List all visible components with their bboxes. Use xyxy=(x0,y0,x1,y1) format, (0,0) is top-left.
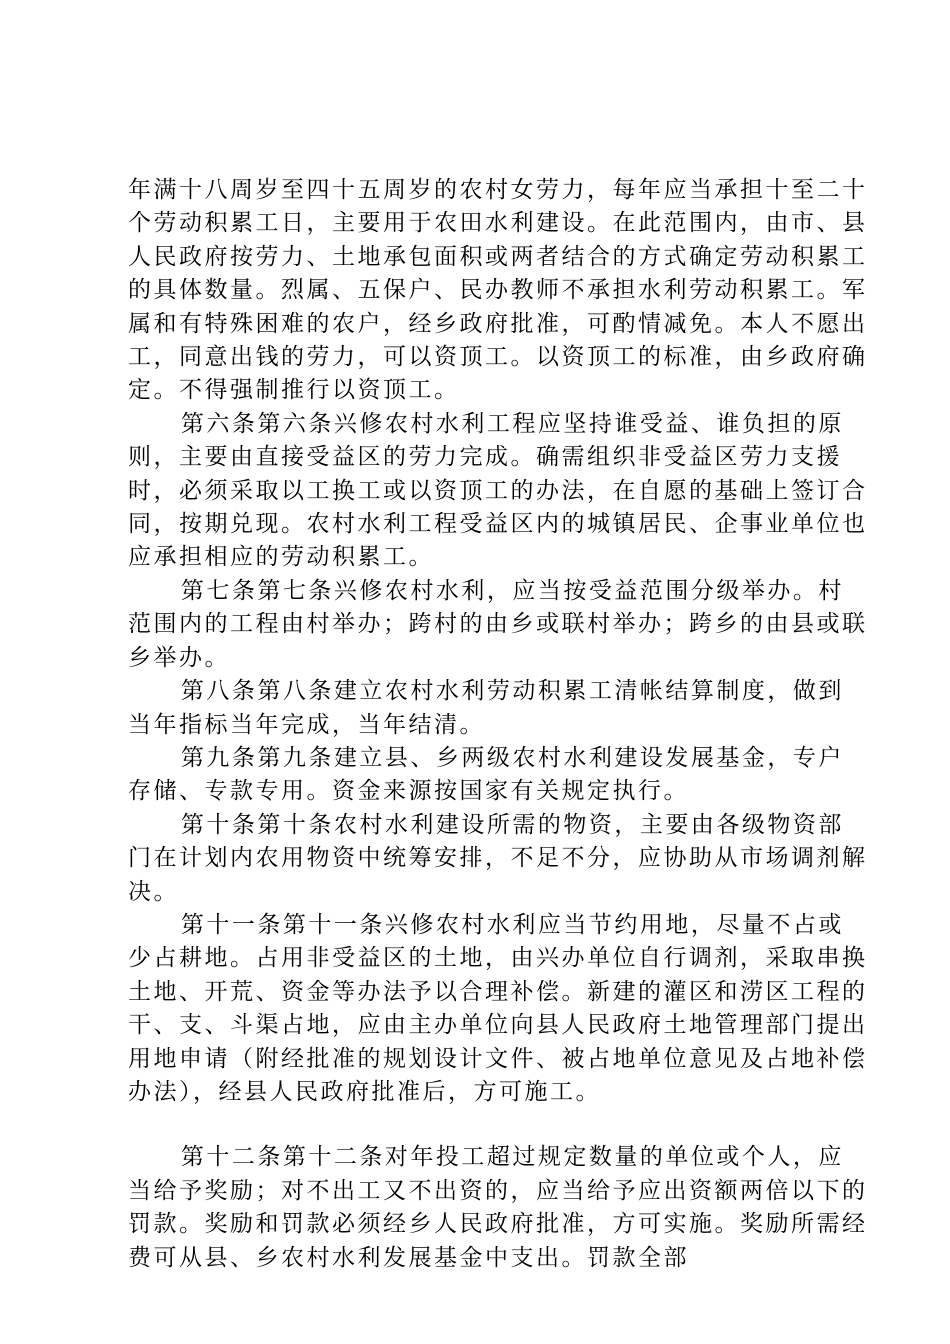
document-body xyxy=(128,174,868,1275)
paragraph-article-7: 第七条第七条兴修农村水利，应当按受益范围分级举办。村范围内的工程由村举办；跨村的由乡或联村举办；跨乡的由县或联乡举办。 xyxy=(128,577,868,671)
paragraph-article-6: 第六条第六条兴修农村水利工程应坚持谁受益、谁负担的原则，主要由直接受益区的劳力完成。确需组织非受益区劳力支援时，必须采取以工换工或以资顶工的办法，在自愿的基础上签订合同，按期兑现。农村水利工程受益区内的城镇居民、企事业单位也应承担相应的劳动积累工。 xyxy=(128,410,868,571)
paragraph-article-8: 第八条第八条建立农村水利劳动积累工清帐结算制度，做到当年指标当年完成，当年结清。 xyxy=(128,678,844,738)
paragraph-article-12: 第十二条第十二条对年投工超过规定数量的单位或个人，应当给予奖励；对不出工又不出资的，应当给予应出资额两倍以下的罚款。奖励和罚款必须经乡人民政府批准，方可实施。奖励所需经费可从县、乡农村水利发展基金中支出。罚款全部 xyxy=(128,1144,868,1271)
paragraph-article-11: 第十一条第十一条兴修农村水利应当节约用地，尽量不占或少占耕地。占用非受益区的土地，由兴办单位自行调剂，采取串换土地、开荒、资金等办法予以合理补偿。新建的灌区和涝区工程的干、支、斗渠占地，应由主办单位向县人民政府土地管理部门提出用地申请（附经批准的规划设计文件、被占地单位意见及占地补偿办法），经县人民政府批准后，方可施工。 xyxy=(128,911,868,1105)
paragraph-article-10: 第十条第十条农村水利建设所需的物资，主要由各级物资部门在计划内农用物资中统筹安排，不足不分，应协助从市场调剂解决。 xyxy=(128,811,868,905)
paragraph-continuation: 年满十八周岁至四十五周岁的农村女劳力，每年应当承担十至二十个劳动积累工日，主要用于农田水利建设。在此范围内，由市、县人民政府按劳力、土地承包面积或两者结合的方式确定劳动积累工的具体数量。烈属、五保户、民办教师不承担水利劳动积累工。军属和有特殊困难的农户，经乡政府批准，可酌情减免。本人不愿出工，同意出钱的劳力，可以资顶工。以资顶工的标准，由乡政府确定。不得强制推行以资顶工。 xyxy=(128,177,868,404)
paragraph-article-9: 第九条第九条建立县、乡两级农村水利建设发展基金，专户存储、专款专用。资金来源按国家有关规定执行。 xyxy=(128,744,844,805)
